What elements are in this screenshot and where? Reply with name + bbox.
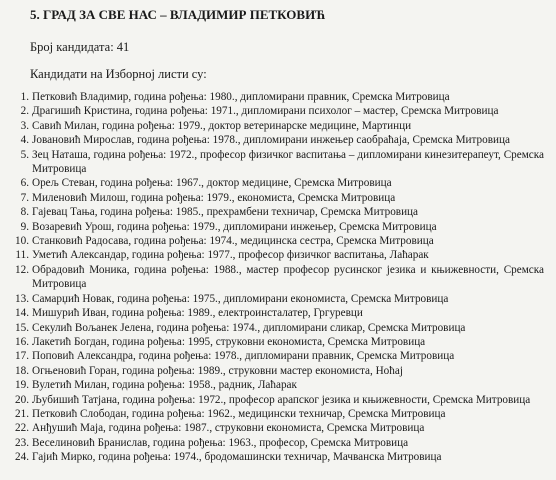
candidate-item xyxy=(0,364,556,378)
candidate-text: Савић Милан, година рођења: 1979., доктор ветеринарске медицине, Мартинци xyxy=(32,119,412,132)
candidate-item xyxy=(0,220,556,234)
candidate-text: Поповић Александра, година рођења: 1978., дипломирани правник, Сремска Митровица xyxy=(32,350,455,363)
candidate-number: 8. xyxy=(20,206,29,219)
candidate-number: 23. xyxy=(15,436,29,449)
list-heading: 5. ГРАД ЗА СВЕ НАС – ВЛАДИМИР ПЕТКОВИЋ xyxy=(30,7,326,22)
candidate-item xyxy=(0,90,556,104)
candidate-text: Орељ Стеван, година рођења: 1967., доктор медицине, Сремска Митровица xyxy=(32,177,392,190)
candidate-number: 17. xyxy=(15,350,29,363)
candidate-item xyxy=(0,292,556,306)
candidate-number: 15. xyxy=(15,321,29,334)
candidate-item xyxy=(0,450,556,464)
candidate-text: Петковић Слободан, година рођења: 1962., медицински техничар, Сремска Митровица xyxy=(32,407,446,420)
candidate-text: Љубишић Татјана, година рођења: 1972., професор арапског језика и књижевности, Сремска Митровица xyxy=(32,393,531,406)
candidate-number: 4. xyxy=(20,134,29,147)
candidate-item xyxy=(0,104,556,118)
candidate-count: Број кандидата: 41 xyxy=(30,40,130,54)
candidate-item xyxy=(0,148,556,177)
candidate-number: 16. xyxy=(15,335,29,348)
candidate-text: Обрадовић Моника, година рођења: 1988., мастер професор русинског језика и књижевности, Сремска Митровица xyxy=(32,263,544,291)
candidate-item xyxy=(0,191,556,205)
candidate-number: 3. xyxy=(20,119,29,132)
candidate-text: Станковић Радосава, година рођења: 1974., медицинска сестра, Сремска Митровица xyxy=(32,235,434,248)
candidate-text: Гајић Мирко, година рођења: 1974., бродомашински техничар, Мачванска Митровица xyxy=(32,451,442,464)
candidate-number: 21. xyxy=(15,407,29,420)
candidate-item xyxy=(0,321,556,335)
candidate-text: Веселиновић Бранислав, година рођења: 1963., професор, Сремска Митровица xyxy=(32,436,409,449)
candidate-list xyxy=(0,90,556,465)
candidate-item xyxy=(0,133,556,147)
candidate-item xyxy=(0,378,556,392)
candidate-text: Јовановић Мирослав, година рођења: 1978., дипломирани инжењер саобраћаја, Сремска Митровица xyxy=(32,134,510,147)
candidate-number: 19. xyxy=(15,379,29,392)
candidate-text: Уметић Александар, година рођења: 1977., професор физичког васпитања, Лаћарак xyxy=(32,249,429,262)
candidate-number: 24. xyxy=(15,451,29,464)
candidate-number: 9. xyxy=(20,220,29,233)
candidate-text: Анђушић Маја, година рођења: 1987., струковни економиста, Сремска Митровица xyxy=(32,422,425,435)
candidate-item xyxy=(0,421,556,435)
candidate-item xyxy=(0,234,556,248)
candidate-text: Огњеновић Горан, година рођења: 1989., струковни мастер економиста, Ноћај xyxy=(32,364,403,377)
candidate-item xyxy=(0,205,556,219)
candidate-text: Мишурић Иван, година рођења: 1989., електроинсталатер, Гргуревци xyxy=(32,307,363,320)
candidate-text: Вулетић Милан, година рођења: 1958., радник, Лаћарак xyxy=(32,379,297,392)
candidate-item xyxy=(0,335,556,349)
candidate-item xyxy=(0,407,556,421)
candidate-number: 14. xyxy=(15,307,29,320)
candidate-text: Секулић Вољанек Јелена, година рођења: 1974., дипломирани сликар, Сремска Митровица xyxy=(32,321,466,334)
list-intro: Кандидати на Изборној листи су: xyxy=(30,67,207,81)
candidate-item xyxy=(0,248,556,262)
candidate-number: 22. xyxy=(15,422,29,435)
candidate-item xyxy=(0,176,556,190)
candidate-number: 11. xyxy=(15,249,29,262)
candidate-text: Гајевац Тања, година рођења: 1985., прехрамбени техничар, Сремска Митровица xyxy=(32,206,419,219)
candidate-number: 20. xyxy=(15,393,29,406)
candidate-item xyxy=(0,263,556,292)
candidate-item xyxy=(0,349,556,363)
candidate-number: 5. xyxy=(20,148,29,161)
candidate-number: 7. xyxy=(20,191,29,204)
candidate-number: 12. xyxy=(15,263,29,276)
candidate-number: 2. xyxy=(20,105,29,118)
candidate-text: Возаревић Урош, година рођења: 1979., дипломирани инжењер, Сремска Митровица xyxy=(32,220,437,233)
candidate-item xyxy=(0,393,556,407)
candidate-text: Миленовић Милош, година рођења: 1979., економиста, Сремска Митровица xyxy=(32,191,396,204)
candidate-item xyxy=(0,119,556,133)
candidate-text: Петковић Владимир, година рођења: 1980., дипломирани правник, Сремска Митровица xyxy=(32,91,450,103)
candidate-text: Драгишић Кристина, година рођења: 1971., дипломирани психолог – мастер, Сремска Митровица xyxy=(32,105,499,118)
candidate-number: 18. xyxy=(15,364,29,377)
candidate-text: Лакетић Богдан, година рођења: 1995, струковни економиста, Сремска Митровица xyxy=(32,335,426,348)
candidate-text: Самарџић Новак, година рођења: 1975., дипломирани економиста, Сремска Митровица xyxy=(32,292,449,305)
candidate-item xyxy=(0,436,556,450)
candidate-text: Зец Наташа, година рођења: 1972., професор физичког васпитања – дипломирани кинезитерапеут, Сремска Митровица xyxy=(32,148,544,176)
candidate-item xyxy=(0,306,556,320)
candidate-number: 6. xyxy=(20,177,29,190)
candidate-number: 10. xyxy=(15,235,29,248)
candidate-number: 1. xyxy=(20,91,29,103)
candidate-number: 13. xyxy=(15,292,29,305)
